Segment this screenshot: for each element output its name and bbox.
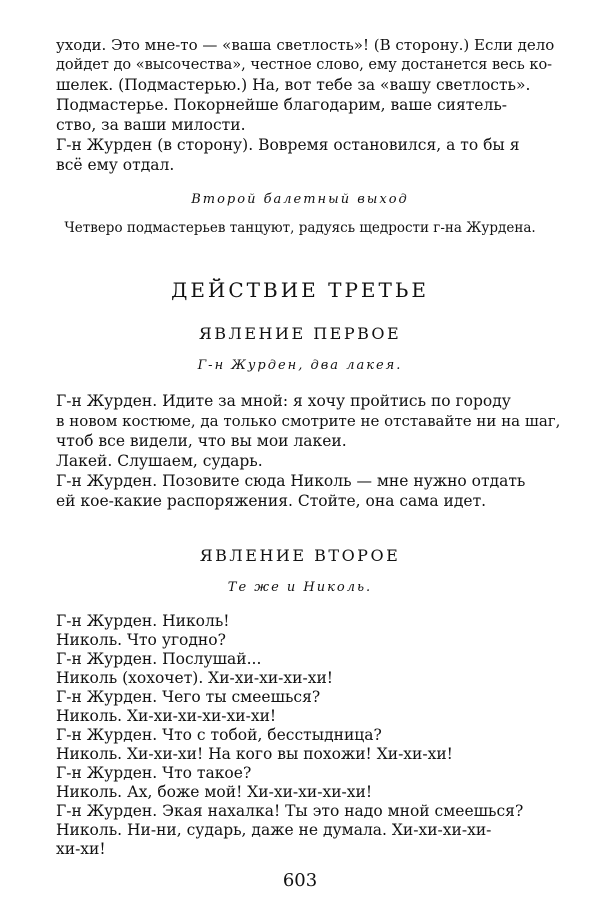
text-line: Подмастерье. Покорнейше благодарим, ваше сиятель- bbox=[56, 96, 507, 114]
text-line: Г-н Журден (в сторону). Вовремя остановился, а то бы я bbox=[56, 136, 520, 154]
act-title: ДЕЙСТВИЕ ТРЕТЬЕ bbox=[171, 278, 429, 302]
text-line: Николь. Ах, боже мой! Хи-хи-хи-хи-хи! bbox=[56, 783, 373, 801]
text-line: всё ему отдал. bbox=[56, 156, 175, 174]
text-line: Г-н Журден. Чего ты смеешься? bbox=[56, 688, 321, 706]
ballet-note: Четверо подмастерьев танцуют, радуясь щедрости г-на Журдена. bbox=[64, 220, 536, 236]
text-line: Николь (хохочет). Хи-хи-хи-хи-хи! bbox=[56, 669, 334, 687]
text-line: Г-н Журден. Послушай... bbox=[56, 650, 262, 668]
text-line: Николь. Что угодно? bbox=[56, 631, 226, 649]
text-line: ство, за ваши милости. bbox=[56, 116, 246, 134]
scene-title: ЯВЛЕНИЕ ПЕРВОЕ bbox=[198, 324, 402, 343]
text-line: Г-н Журден. Экая нахалка! Ты это надо мной смеешься? bbox=[56, 802, 524, 820]
text-line: Николь. Хи-хи-хи-хи-хи-хи! bbox=[56, 707, 277, 725]
text-line: Николь. Ни-ни, сударь, даже не думала. Хи-хи-хи-хи- bbox=[56, 821, 492, 839]
scene-cast: Г-н Журден, два лакея. bbox=[197, 358, 403, 373]
text-line: чтоб все видели, что вы мои лакеи. bbox=[56, 432, 347, 450]
text-line: ей кое-какие распоряжения. Стойте, она сама идет. bbox=[56, 492, 487, 510]
text-line: Николь. Хи-хи-хи! На кого вы похожи! Хи-хи-хи! bbox=[56, 745, 453, 763]
text-line: Г-н Журден. Что такое? bbox=[56, 764, 252, 782]
text-line: Г-н Журден. Идите за мной: я хочу пройтись по городу bbox=[56, 392, 511, 410]
text-line: дойдет до «высочества», честное слово, ему достанется весь ко- bbox=[56, 57, 553, 73]
page-number: 603 bbox=[282, 870, 318, 891]
scene-title: ЯВЛЕНИЕ ВТОРОЕ bbox=[199, 546, 401, 565]
text-line: хи-хи! bbox=[56, 840, 106, 858]
text-line: Г-н Журден. Николь! bbox=[56, 612, 230, 630]
text-line: уходи. Это мне-то — «ваша светлость»! (В сторону.) Если дело bbox=[56, 36, 555, 54]
text-line: в новом костюме, да только смотрите не отставайте ни на шаг, bbox=[56, 412, 561, 430]
text-line: Г-н Журден. Что с тобой, бесстыдница? bbox=[56, 726, 382, 744]
ballet-title: Второй балетный выход bbox=[191, 192, 409, 207]
text-line: Лакей. Слушаем, сударь. bbox=[56, 452, 263, 470]
text-line: Г-н Журден. Позовите сюда Николь — мне нужно отдать bbox=[56, 472, 526, 490]
text-line: шелек. (Подмастерью.) На, вот тебе за «вашу светлость». bbox=[56, 76, 531, 94]
scene-cast: Те же и Николь. bbox=[227, 580, 373, 595]
